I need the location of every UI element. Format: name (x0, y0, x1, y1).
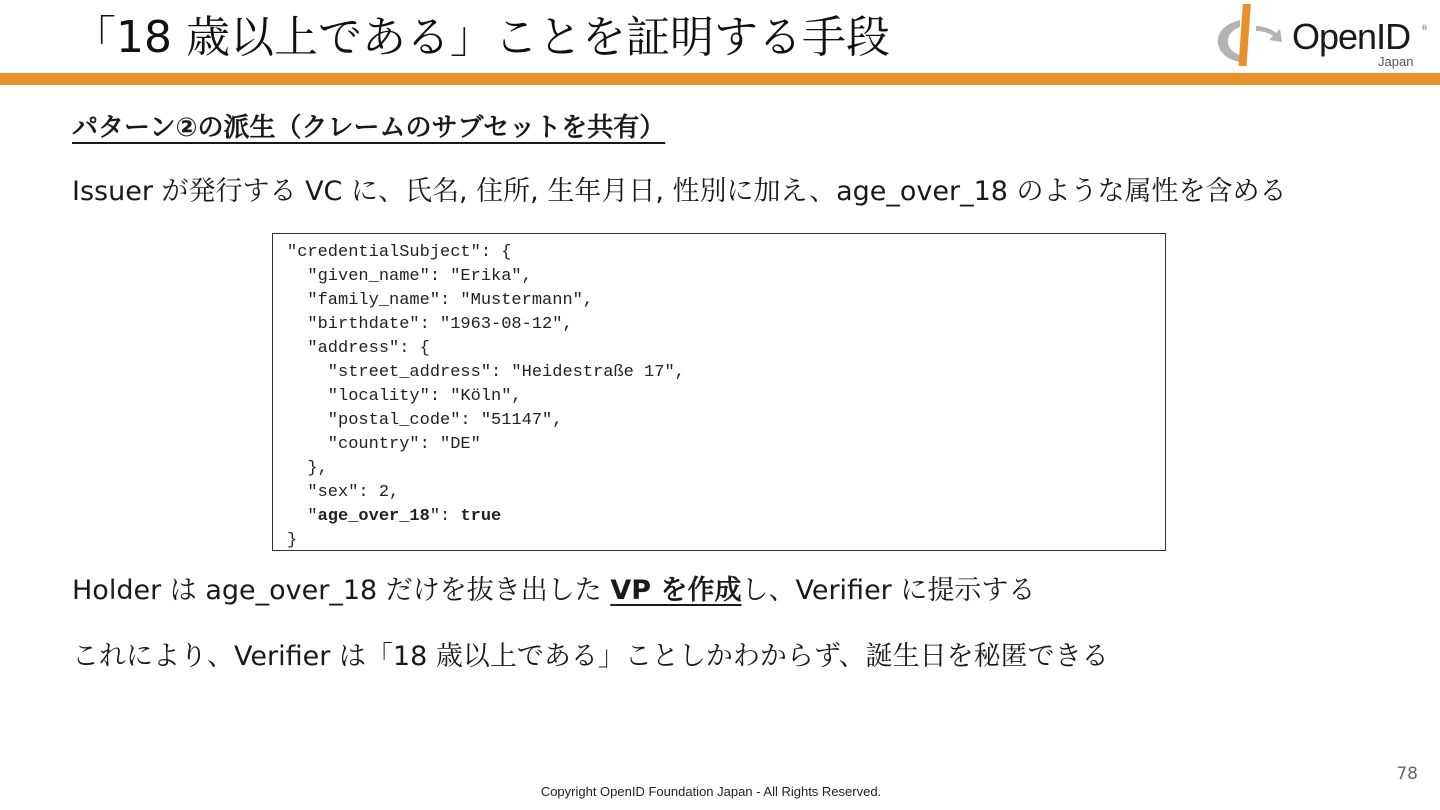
code-line: "street_address": "Heidestraße 17", (287, 363, 685, 382)
code-age-value: true (460, 507, 502, 526)
code-line: "family_name": "Mustermann", (287, 291, 594, 310)
bullet-issuer: Issuer が発行する VC に、氏名, 住所, 生年月日, 性別に加え、age_over_18 のような属性を含める (72, 176, 1287, 207)
bullet-holder (72, 571, 1035, 611)
code-line: "credentialSubject": { (287, 243, 512, 262)
openid-logo (1210, 2, 1430, 72)
page-number: 78 (1396, 764, 1418, 784)
logo-wordmark: OpenID (1292, 16, 1411, 57)
code-line: "given_name": "Erika", (287, 267, 532, 286)
code-text: "credentialSubject": { "given_name": "Erika", "family_name": "Mustermann", "birthdate": "1963-08-12", "address": { "street_address": "Heidestraße 17", "locality": "Köln", "postal_code": "51147", "country": "DE" }, "sex": 2, "age_over_18": true } (287, 243, 685, 550)
openid-logo-icon (1210, 2, 1290, 72)
code-line: "country": "DE" (287, 435, 481, 454)
code-line: "postal_code": "51147", (287, 411, 563, 430)
code-block (272, 233, 1166, 551)
code-line: "address": { (287, 339, 430, 358)
code-line: "birthdate": "1963-08-12", (287, 315, 573, 334)
holder-text: Holder は age_over_18 だけを抜き出した (72, 575, 611, 606)
title-underline-bar (0, 73, 1440, 85)
code-age-key: age_over_18 (317, 507, 430, 526)
vp-emphasis: VP を作成 (610, 575, 742, 606)
code-line: } (287, 531, 298, 550)
copyright-footer: Copyright OpenID Foundation Japan - All Rights Reserved. (540, 784, 882, 799)
bullet-verifier: これにより、Verifier は「18 歳以上である」ことしかわからず、誕生日を秘匿できる (72, 641, 1109, 672)
code-line: }, (287, 459, 328, 478)
section-subtitle: パターン②の派生（クレームのサブセットを共有） (72, 113, 666, 143)
holder-text-end: し、Verifier に提示する (741, 575, 1036, 606)
logo-subtext: Japan (1378, 54, 1414, 69)
slide-title: 「18 歳以上である」ことを証明する手段 (72, 12, 890, 63)
logo-registered-mark: ® (1421, 24, 1428, 32)
code-line: "locality": "Köln", (287, 387, 522, 406)
code-line: "sex": 2, (287, 483, 400, 502)
